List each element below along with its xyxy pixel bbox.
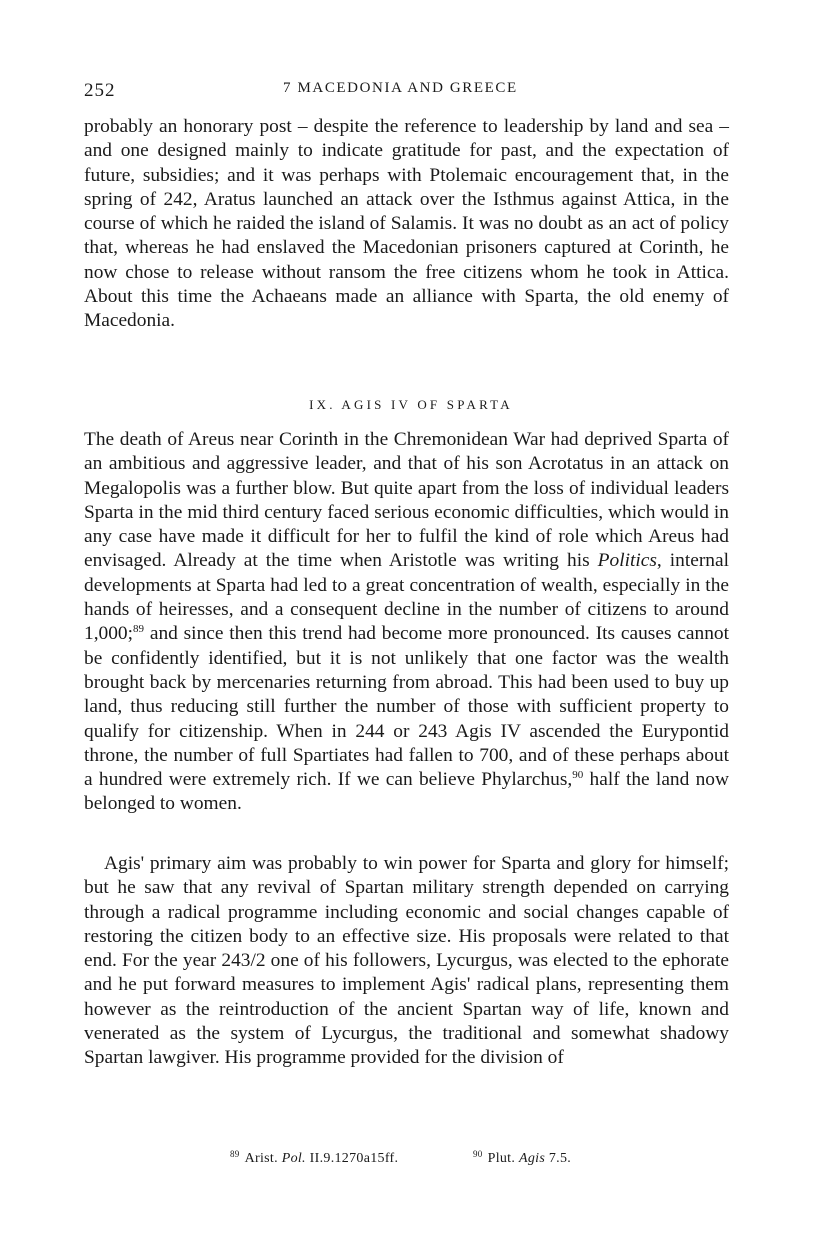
paragraph-2 xyxy=(84,428,729,817)
paragraph-2-text-c: and since then this trend had become more pronounced. Its causes cannot be confidently identified, but it is not unlikely that one factor was the wealth brought back by mercenaries returning from abroad. This had been used to buy up land, thus reducing still further the number of those with sufficient property to qualify for citizenship. When in 244 or 243 Agis IV ascended the Eurypontid throne, the number of full Spartiates had fallen to 700, and of these perhaps about a hundred were extremely rich. If we can believe Phylarchus, xyxy=(84,623,729,791)
footnote-work-title: Agis xyxy=(518,1151,546,1166)
footnote-text: II.9.1270a15ff. xyxy=(305,1151,399,1166)
footnote-ref-90[interactable]: 90 xyxy=(572,769,584,782)
page-number: 252 xyxy=(84,80,116,101)
footnote-text: Arist. xyxy=(244,1151,282,1166)
footnote-90 xyxy=(473,1151,571,1167)
paragraph-3: Agis' primary aim was probably to win power for Sparta and glory for himself; but he saw that any revival of Spartan military strength depended on carrying through a radical programme including economic and social changes capable of restoring the citizen body to an effective size. His proposals were related to that end. For the year 243/2 one of his followers, Lycurgus, was elected to the ephorate and he put forward measures to implement Agis' radical plans, representing them however as the reintroduction of the ancient Spartan way of life, known and venerated as the system of Lycurgus, the traditional and somewhat shadowy Spartan lawgiver. His programme provided for the division of xyxy=(84,853,729,1069)
paragraph-2-text-b: , internal developments at Sparta had led to a great concentration of wealth, especially in the hands of heiresses, and a consequent decline in the number of citizens to around 1,000; xyxy=(84,550,729,645)
footnote-number: 90 xyxy=(473,1149,483,1159)
footnote-number: 89 xyxy=(230,1149,240,1159)
paragraph-2-text-a: The death of Areus near Corinth in the Chremonidean War had deprived Sparta of an ambitious and aggressive leader, and that of his son Acrotatus in an attack on Megalopolis was a further blow. But quite apart from the loss of individual leaders Sparta in the mid third century faced serious economic difficulties, which would in any case have made it difficult for her to fulfil the kind of role which Areus had envisaged. Already at the time when Aristotle was writing his xyxy=(84,429,729,572)
paragraph-2-text-d: half the land now belonged to women. xyxy=(84,769,729,815)
section-title: IX. AGIS IV OF SPARTA xyxy=(309,397,513,412)
footnote-text: 7.5. xyxy=(545,1151,572,1166)
footnote-text: Plut. xyxy=(487,1151,519,1166)
running-head: 7 MACEDONIA AND GREECE xyxy=(283,80,518,96)
politics-title: Politics xyxy=(597,550,657,572)
footnote-ref-89[interactable]: 89 xyxy=(133,623,145,636)
footnote-work-title: Pol. xyxy=(281,1151,306,1166)
paragraph-1: probably an honorary post – despite the reference to leadership by land and sea – and one designed mainly to indicate gratitude for past, and the expectation of future, subsidies; and it was perhaps with Ptolemaic encouragement that, in the spring of 242, Aratus launched an attack over the Isthmus against Attica, in the course of which he raided the island of Salamis. It was no doubt as an act of policy that, whereas he had enslaved the Macedonian prisoners captured at Corinth, he now chose to release without ransom the free citizens whom he took in Attica. About this time the Achaeans made an alliance with Sparta, the old enemy of Macedonia. xyxy=(84,116,729,332)
footnote-89 xyxy=(230,1151,398,1167)
